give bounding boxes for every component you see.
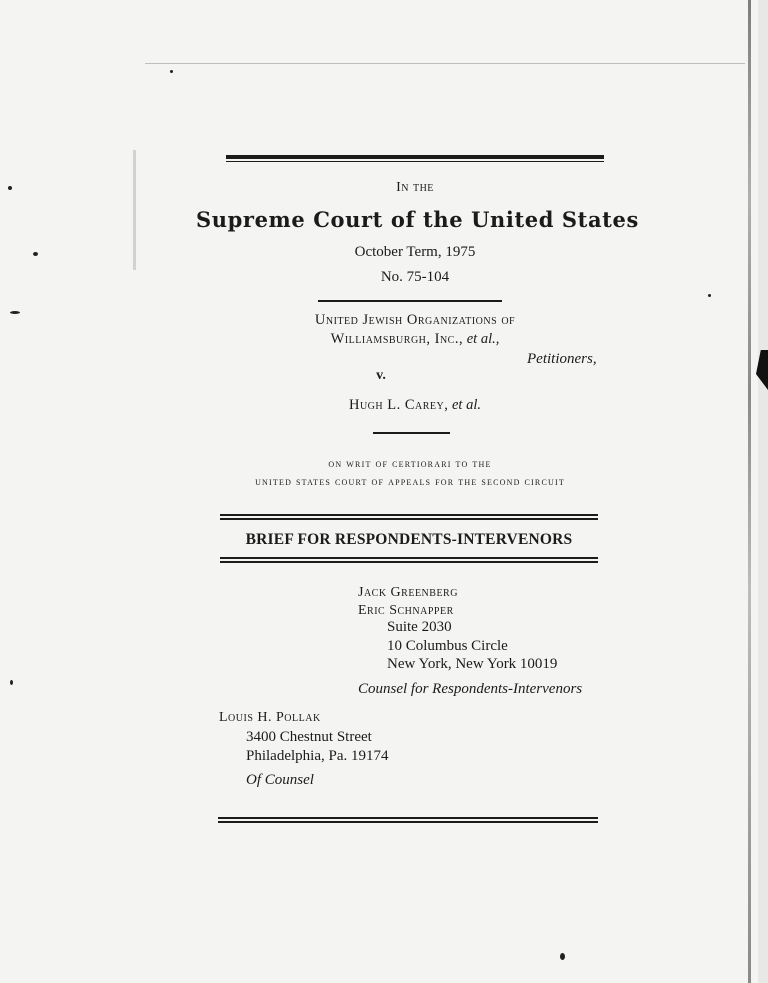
scan-shadow — [133, 150, 136, 270]
speck — [33, 252, 38, 256]
brief-title: BRIEF FOR RESPONDENTS-INTERVENORS — [245, 531, 573, 548]
scan-margin — [758, 0, 768, 983]
docket-number: No. 75-104 — [380, 269, 450, 285]
bottom-rule — [218, 817, 598, 823]
speck — [10, 311, 20, 314]
short-rule — [318, 300, 502, 302]
counsel-name-2: Eric Schnapper — [358, 603, 454, 618]
counsel-role: Counsel for Respondents-Intervenors — [358, 681, 583, 697]
of-counsel-address-1: 3400 Chestnut Street — [246, 729, 372, 745]
writ-line-2: united states court of appeals for the second circuit — [255, 476, 565, 488]
petitioner-role: Petitioners, — [527, 351, 597, 367]
in-the-label: In the — [396, 180, 434, 195]
court-name: Supreme Court of the United States — [196, 207, 639, 232]
binding-edge — [748, 0, 751, 983]
speck — [10, 680, 13, 685]
top-rule — [226, 155, 604, 162]
title-rule-top — [220, 514, 598, 520]
counsel-name-1: Jack Greenberg — [358, 585, 458, 600]
speck — [708, 294, 711, 297]
counsel-address-3: New York, New York 10019 — [387, 656, 558, 672]
counsel-address-1: Suite 2030 — [387, 619, 452, 635]
of-counsel-name: Louis H. Pollak — [219, 710, 321, 725]
respondent-et-al: et al. — [452, 397, 481, 413]
petitioner-line-2 — [226, 331, 604, 348]
court-term: October Term, 1975 — [354, 244, 476, 260]
petitioner-line-1: United Jewish Organizations of — [314, 312, 516, 328]
title-rule-bottom — [220, 557, 598, 563]
writ-line-1: on writ of certiorari to the — [328, 458, 492, 470]
of-counsel-role: Of Counsel — [246, 772, 314, 788]
petitioner-name: Williamsburgh, Inc., — [330, 331, 464, 347]
petitioner-et-al: et al., — [466, 331, 500, 347]
speck — [170, 70, 173, 73]
short-rule-2 — [373, 432, 450, 434]
of-counsel-address-2: Philadelphia, Pa. 19174 — [246, 748, 389, 764]
respondent-line — [226, 397, 604, 414]
counsel-address-2: 10 Columbus Circle — [387, 638, 508, 654]
respondent-name: Hugh L. Carey, — [348, 397, 449, 413]
speck — [560, 953, 565, 960]
scan-edge-line — [145, 63, 745, 64]
speck — [8, 186, 12, 190]
versus: v. — [376, 368, 386, 383]
